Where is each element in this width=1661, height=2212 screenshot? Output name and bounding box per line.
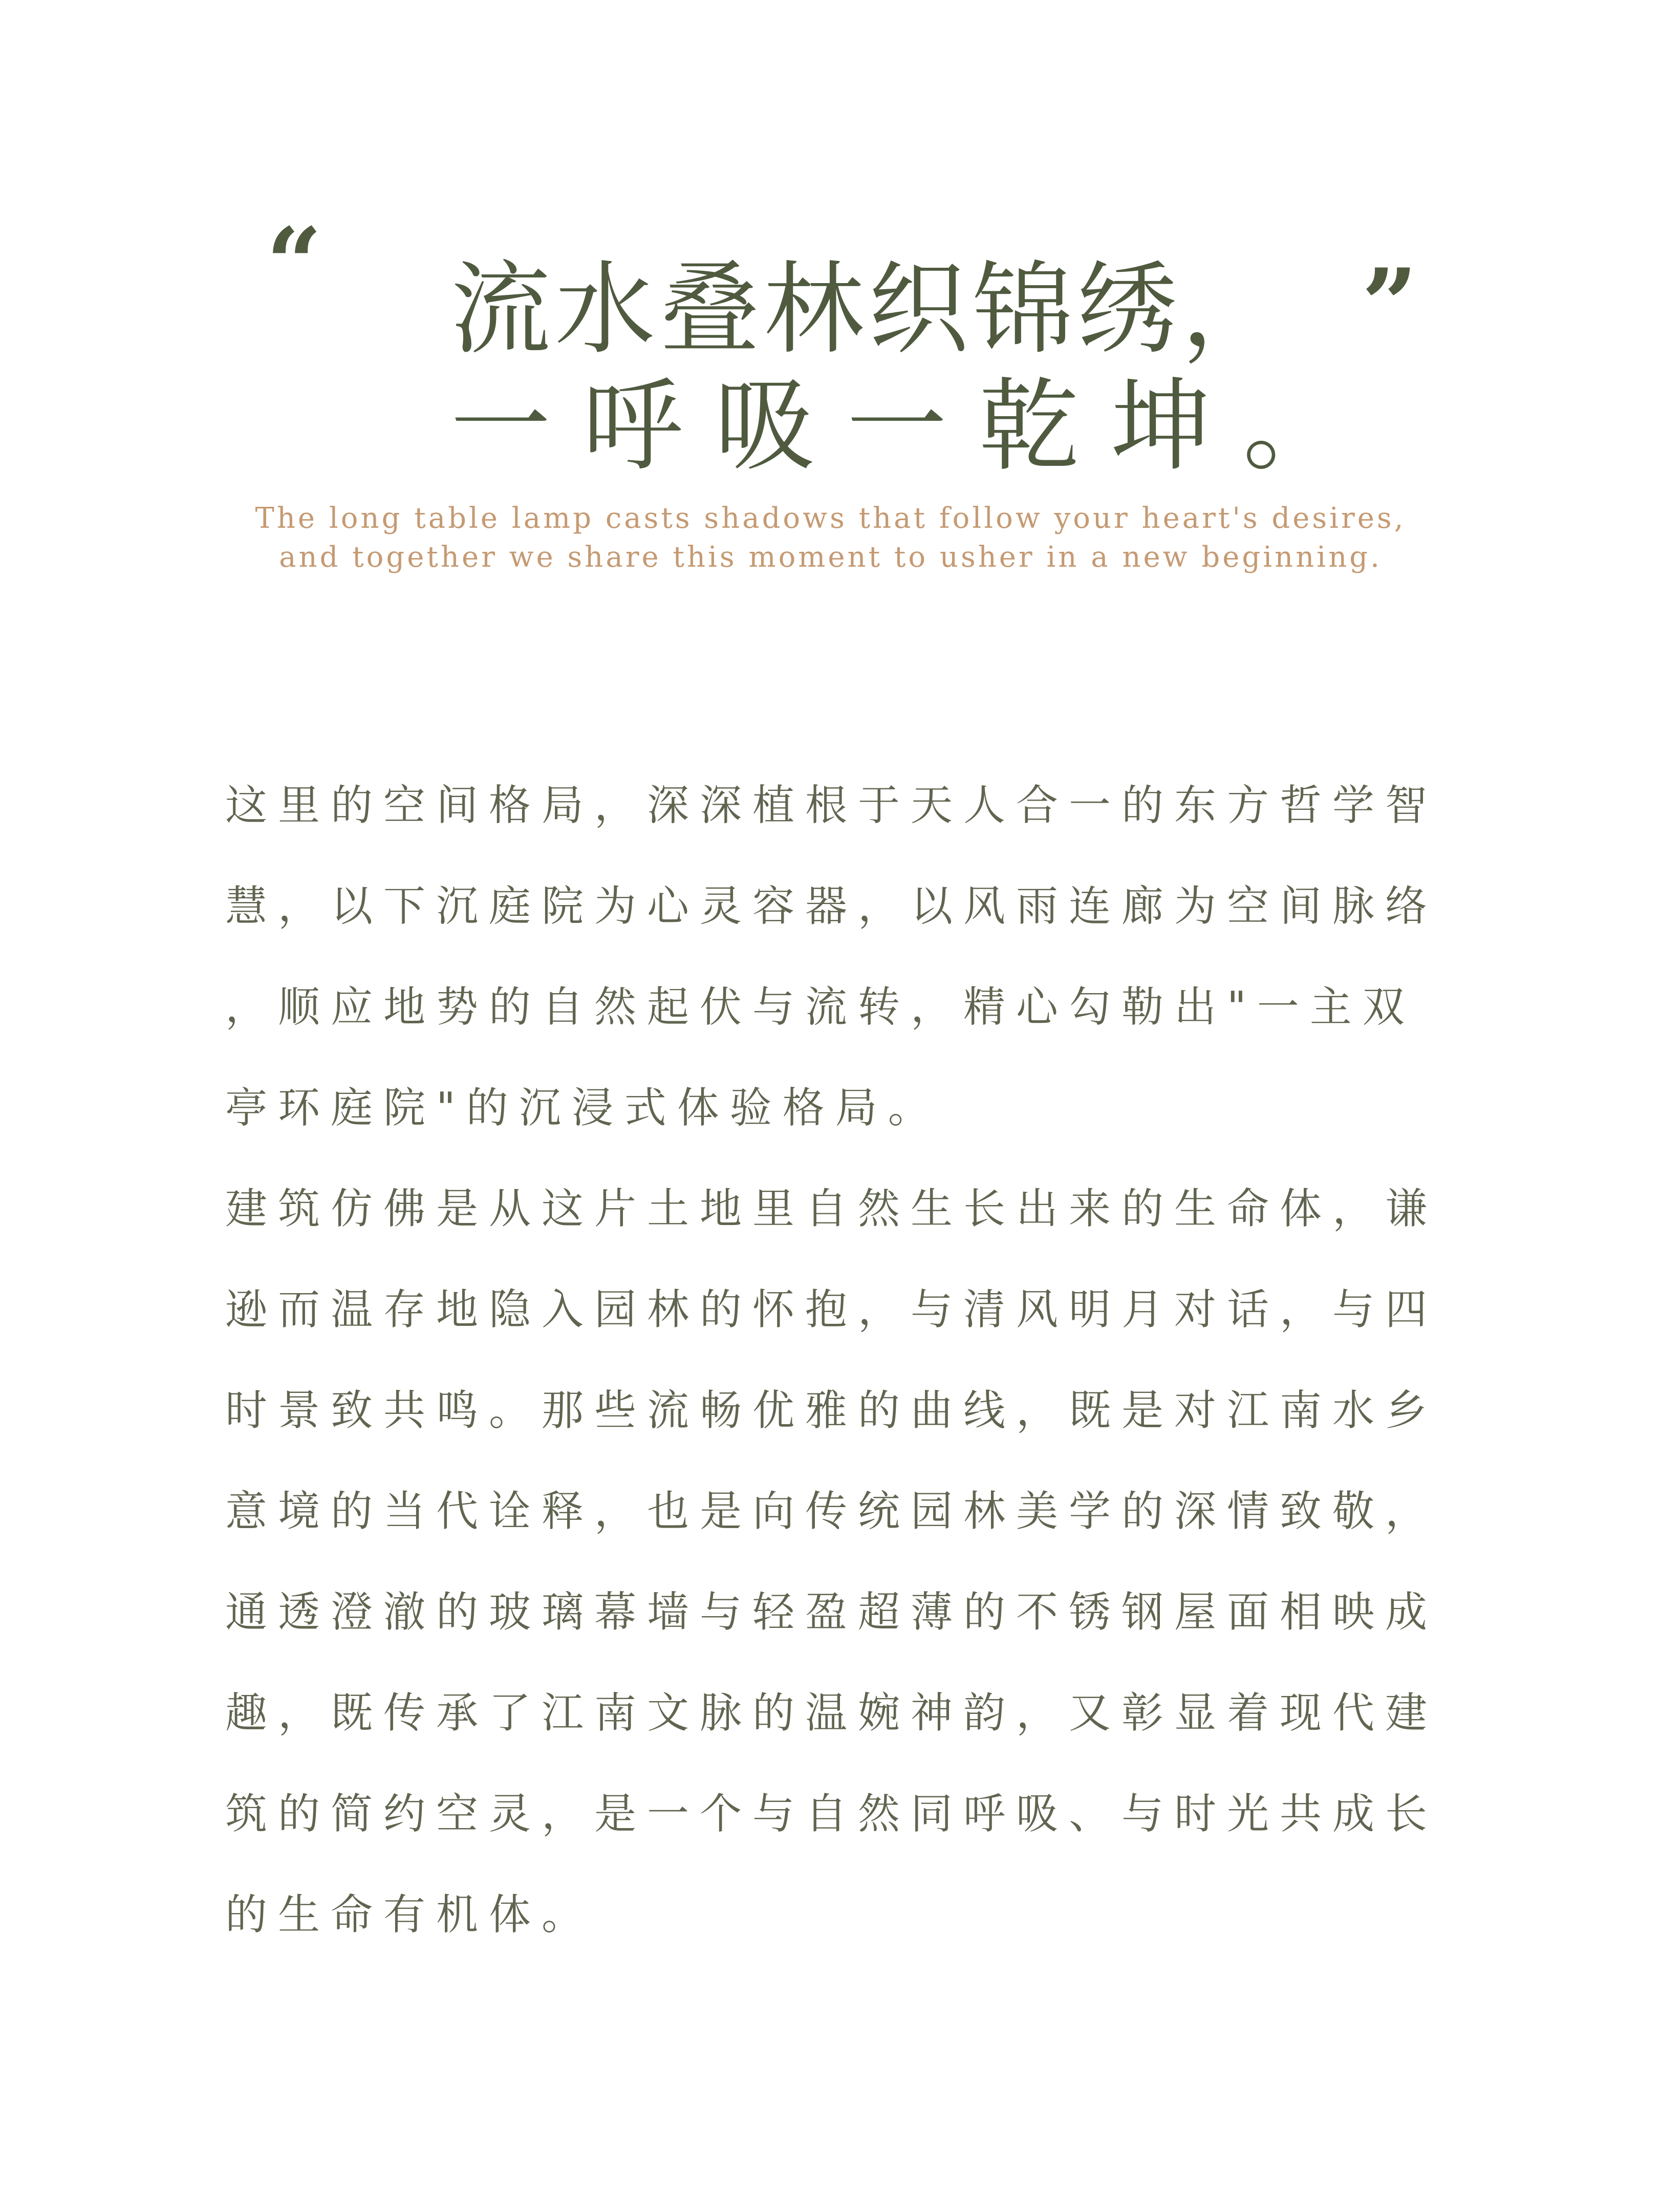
opening-quote-mark: “ xyxy=(266,206,322,320)
title-line-1: 流水叠林织锦绣， xyxy=(450,251,1286,368)
body-line: 逊而温存地隐入园林的怀抱，与清风明月对话，与四 xyxy=(225,1285,1438,1334)
body-line: 意境的当代诠释，也是向传统园林美学的深情致敬， xyxy=(225,1487,1438,1536)
body-line: 筑的简约空灵，是一个与自然同呼吸、与时光共成长 xyxy=(225,1790,1438,1838)
body-line: 的生命有机体。 xyxy=(225,1891,595,1939)
subtitle-line-1: The long table lamp casts shadows that follow your heart's desires, xyxy=(255,502,1406,535)
body-line: 通透澄澈的玻璃幕墙与轻盈超薄的不锈钢屋面相映成 xyxy=(225,1588,1438,1637)
page-title xyxy=(450,247,1423,485)
body-line: 慧，以下沉庭院为心灵容器，以风雨连廊为空间脉络 xyxy=(225,882,1438,931)
body-line: ，顺应地势的自然起伏与流转，精心勾勒出"一主双 xyxy=(225,983,1415,1032)
closing-quote-mark: ” xyxy=(1362,247,1418,361)
body-line: 时景致共鸣。那些流畅优雅的曲线，既是对江南水乡 xyxy=(225,1386,1438,1435)
body-line: 趣，既传承了江南文脉的温婉神韵，又彰显着现代建 xyxy=(225,1689,1438,1737)
title-line-2: 一呼吸一乾坤。 xyxy=(450,368,1375,485)
body-paragraphs xyxy=(225,755,1438,1965)
english-subtitle xyxy=(215,499,1446,577)
body-line: 这里的空间格局，深深植根于天人合一的东方哲学智 xyxy=(225,781,1438,830)
body-line: 亭环庭院"的沉浸式体验格局。 xyxy=(225,1084,941,1132)
body-line: 建筑仿佛是从这片土地里自然生长出来的生命体，谦 xyxy=(225,1185,1438,1233)
subtitle-line-2: and together we share this moment to usher in a new beginning. xyxy=(279,541,1382,574)
